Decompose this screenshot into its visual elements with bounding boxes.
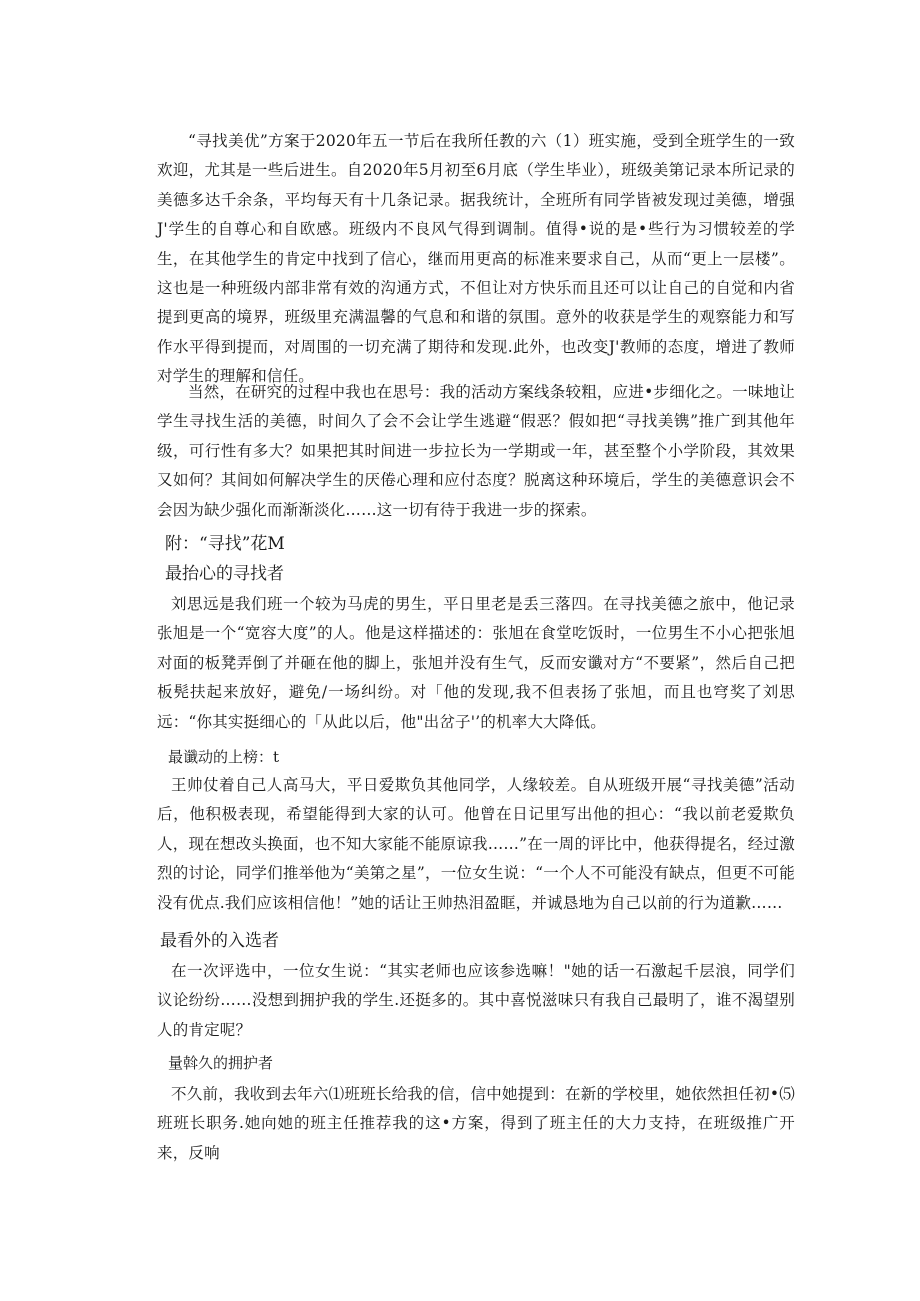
- section-title-selected: 最看外的入选者: [160, 931, 279, 951]
- section-title-finder: 最抬心的寻找者: [165, 564, 284, 584]
- section-title-supporter: 量斡久的拥护者: [168, 1054, 274, 1072]
- section-text-finder: 刘思远是我们班一个较为马虎的男生，平日里老是丢三落四。在寻找美德之旅中，他记录张旭是一个“宽容大度”的人。他是这样描述的：张旭在食堂吃饭时，一位男生不小心把张旭对面的板凳弄倒了并砸在他的脚上，张旭并没有生气，反而安谶对方“不要紧”，然后自己把板髡扶起来放好，避免/一场纠纷。对「他的发现,我不但表扬了张旭，而且也穹奖了刘思远：“你其实挺细心的「从此以后，他"出岔子'’的机率大大降低。: [157, 595, 795, 731]
- body-paragraph-reflection: 当然，在研究的过程中我也在思号：我的活动方案线条较粗，应进•步细化之。一味地让学生寻找生活的美德，时间久了会不会让学生逃避“假恶？假如把“寻找美镌”推广到其他年级，可行性有多大？如果把其时间进一步拉长为一学期或一年，甚至整个小学阶段，其效果又如何？其间如何解决学生的厌倦心理和应付态度？脱离这种环境后，学生的美德意识会不会因为缺少强化而渐渐淡化……这一切有待于我进一步的探索。: [157, 383, 795, 519]
- section-text-supporter: 不久前，我收到去年六⑴班班长给我的信，信中她提到：在新的学校里，她依然担任初•⑸班班长职务.她向她的班主任推荐我的这•方案，得到了班主任的大力支持，在班级推广开来，反响: [157, 1085, 795, 1162]
- section-text-selected: 在一次评选中，一位女生说：“其实老师也应该参选嘛！"她的话一石激起千层浪，同学们议论纷纷……没想到拥护我的学生.还挺多的。其中喜悦滋味只有我自己最明了，谁不渴望别人的肯定呢？: [157, 962, 795, 1039]
- section-title-ranking: 最谶动的上榜：t: [168, 748, 280, 766]
- body-paragraph-results: “寻找美优”方案于2020年五一节后在我所任教的六（1）班实施，受到全班学生的一致欢迎，尤其是一些后进生。自2020年5月初至6月底（学生毕业），班级美第记录本所记录的美德多达千余条，平均每天有十几条记录。据我统计，全班所有同学皆被发现过美德，增强J'学生的自尊心和自欧感。班级内不良风气得到调制。值得•说的是•些行为习惯较差的学生，在其他学生的肯定中找到了信心，继而用更高的标准来要求自己，从而“更上一层楼”。这也是一种班级内部非常有效的沟通方式，不但让对方快乐而且还可以让自己的自觉和内省提到更高的境界，班级里充满温馨的气息和和谐的氛围。意外的收获是学生的观察能力和写作水平得到提而，对周围的一切充满了期待和发现.此外，也改变J'教师的态度，增进了教师对学生的理解和信任。: [157, 132, 795, 386]
- appendix-heading: 附：“寻找”花M: [165, 534, 285, 554]
- section-text-ranking: 王帅仗着自己人高马大，平日爱欺负其他同学，人缘较差。自从班级开展“寻找美德”活动后，他积极表现，希望能得到大家的认可。他曾在日记里写出他的担心：“我以前老爱欺负人，现在想改头换面，也不知大家能不能原谅我……”在一周的评比中，他获得提名，经过激烈的讨论，同学们推举他为“美第之星”，一位女生说：“一个人不可能没有缺点，但更不可能没有优点.我们应该相信他！”她的话让王帅热泪盈眶，并诚恳地为自己以前的行为道歉……: [157, 776, 795, 912]
